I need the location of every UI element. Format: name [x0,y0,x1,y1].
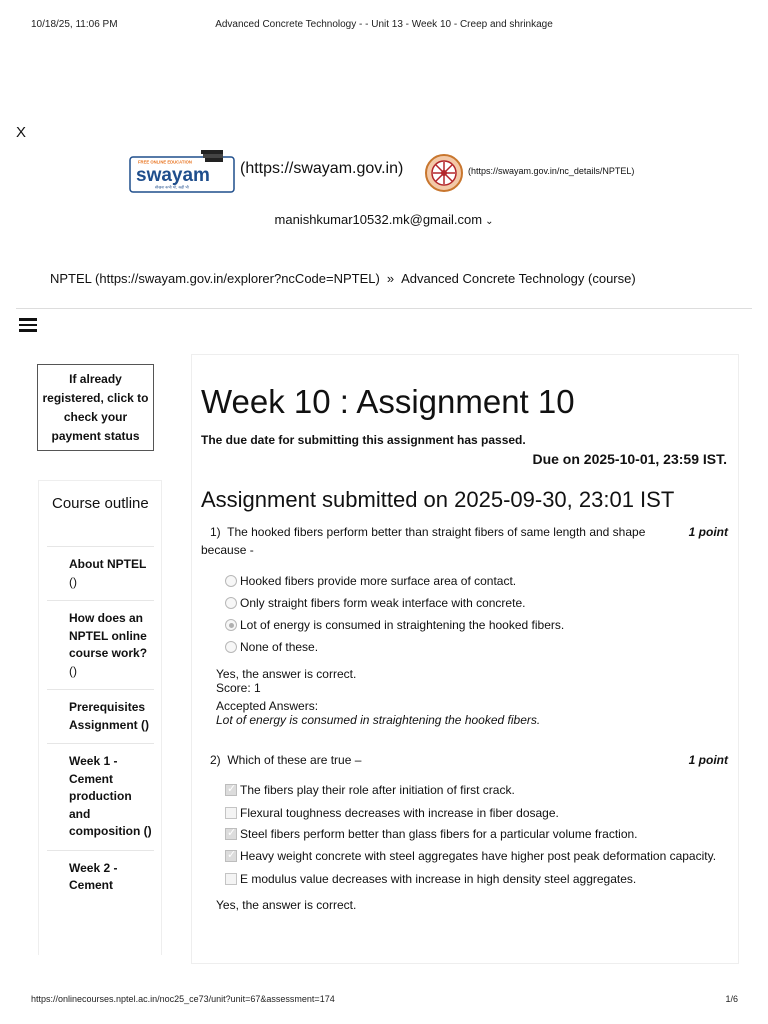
submission-timestamp: Assignment submitted on 2025-09-30, 23:01 IST [201,487,675,512]
option-label: Hooked fibers provide more surface area of contact. [240,574,517,588]
question-2-points: 1 point [688,753,728,767]
accepted-answer: Lot of energy is consumed in straightening the hooked fibers. [216,713,541,727]
print-url: https://onlinecourses.nptel.ac.in/noc25_ce73/unit?unit=67&assessment=174 [31,994,335,1004]
option-checkbox[interactable] [225,872,636,886]
swayam-logo-tagline: सीखना कभी भी, कहीं भी [155,185,189,190]
accepted-answers-label: Accepted Answers: [216,699,319,713]
nptel-logo[interactable] [424,153,464,193]
due-date: Due on 2025-10-01, 23:59 IST. [532,451,727,467]
payment-status-button[interactable]: If already registered, click to check your payment status [37,364,154,451]
course-outline-panel [38,480,162,955]
swayam-logo-word: swayam [136,165,210,186]
option-checkbox[interactable] [225,806,559,820]
result-text: Yes, the answer is correct. [216,667,357,681]
course-item-how-it-works[interactable] [47,600,154,689]
course-item-title: Week 1 [69,754,111,768]
checkbox-checked[interactable] [225,850,237,862]
breadcrumb-course-link[interactable]: Advanced Concrete Technology (course) [401,271,636,286]
course-outline-list [47,546,154,904]
print-datetime: 10/18/25, 11:06 PM [31,19,118,30]
radio-button[interactable] [225,575,237,587]
option-label: Steel fibers perform better than glass fibers for a particular volume fraction. [240,827,638,841]
option-label: Flexural toughness decreases with increase in fiber dosage. [240,806,559,820]
question-1-points: 1 point [688,525,728,539]
course-item-week-2[interactable] [47,850,154,904]
option-checkbox[interactable] [225,783,515,797]
swayam-logo-top-text: FREE ONLINE EDUCATION [138,159,192,165]
breadcrumb-separator: » [386,271,395,286]
assignment-title: Week 10 : Assignment 10 [201,383,575,420]
user-menu[interactable] [0,212,768,227]
checkbox[interactable] [225,873,237,885]
checkbox[interactable] [225,807,237,819]
course-item-prerequisites[interactable] [47,689,154,743]
user-email[interactable]: manishkumar10532.mk@gmail.com [274,212,483,227]
option-radio[interactable] [225,574,516,588]
option-label: The fibers play their role after initiation of first crack. [240,783,515,797]
question-1-text-continued: because - [201,543,254,557]
swayam-link[interactable]: (https://swayam.gov.in) [240,160,404,177]
course-item-title: About NPTEL [69,557,147,571]
course-item-suffix: () [141,717,150,732]
print-page-title: Advanced Concrete Technology - - Unit 13 - Week 10 - Creep and shrinkage [215,19,553,30]
question-1-text [210,523,645,541]
question-2-feedback: Yes, the answer is correct. [216,898,357,912]
print-header [0,19,768,33]
option-radio[interactable] [225,596,525,610]
option-checkbox[interactable] [225,849,716,863]
radio-button[interactable] [225,641,237,653]
question-2-text [210,751,361,769]
close-button[interactable]: X [16,124,27,141]
print-page-number: 1/6 [725,994,738,1004]
course-item-suffix: () [69,574,77,589]
course-item-suffix: - Cement [69,860,118,892]
option-radio[interactable] [225,640,318,654]
course-item-suffix: - Cement production and composition () [69,754,152,838]
swayam-logo[interactable] [129,149,236,194]
header-divider [16,308,752,309]
question-number: 1) [210,525,221,539]
course-item-title: Week 2 [69,860,111,875]
course-outline-title: Course outline [52,495,149,512]
option-label: None of these. [240,640,319,654]
option-label: Only straight fibers form weak interface with concrete. [240,596,526,610]
breadcrumb [50,271,636,286]
header-logo-row [0,149,768,197]
course-item-title: Prerequisites Assignment [69,700,146,732]
radio-button-selected[interactable] [225,619,237,631]
option-label: Heavy weight concrete with steel aggregates have higher post peak deformation capacity. [240,849,717,863]
question-text: The hooked fibers perform better than straight fibers of same length and shape [227,525,646,539]
score-text: Score: 1 [216,681,261,695]
due-passed-notice: The due date for submitting this assignment has passed. [201,433,526,447]
course-item-title: How does an NPTEL online course work? [69,611,148,660]
course-item-week-1[interactable] [47,743,154,850]
breadcrumb-nptel-link[interactable]: NPTEL (https://swayam.gov.in/explorer?ncCode=NPTEL) [50,271,380,286]
option-label: E modulus value decreases with increase in high density steel aggregates. [240,872,637,886]
question-number: 2) [210,753,221,767]
option-checkbox[interactable] [225,827,638,841]
question-1-feedback [216,667,540,727]
checkbox-checked[interactable] [225,784,237,796]
nptel-details-link[interactable]: (https://swayam.gov.in/nc_details/NPTEL) [468,166,635,176]
hamburger-menu-icon[interactable] [19,318,37,332]
course-item-suffix: () [69,663,77,678]
chevron-down-icon[interactable]: ⌄ [485,216,494,227]
course-item-about-nptel[interactable] [47,546,154,600]
checkbox-checked[interactable] [225,828,237,840]
option-label: Lot of energy is consumed in straightening the hooked fibers. [240,618,565,632]
question-text: Which of these are true – [227,753,362,767]
radio-button[interactable] [225,597,237,609]
option-radio[interactable] [225,618,564,632]
